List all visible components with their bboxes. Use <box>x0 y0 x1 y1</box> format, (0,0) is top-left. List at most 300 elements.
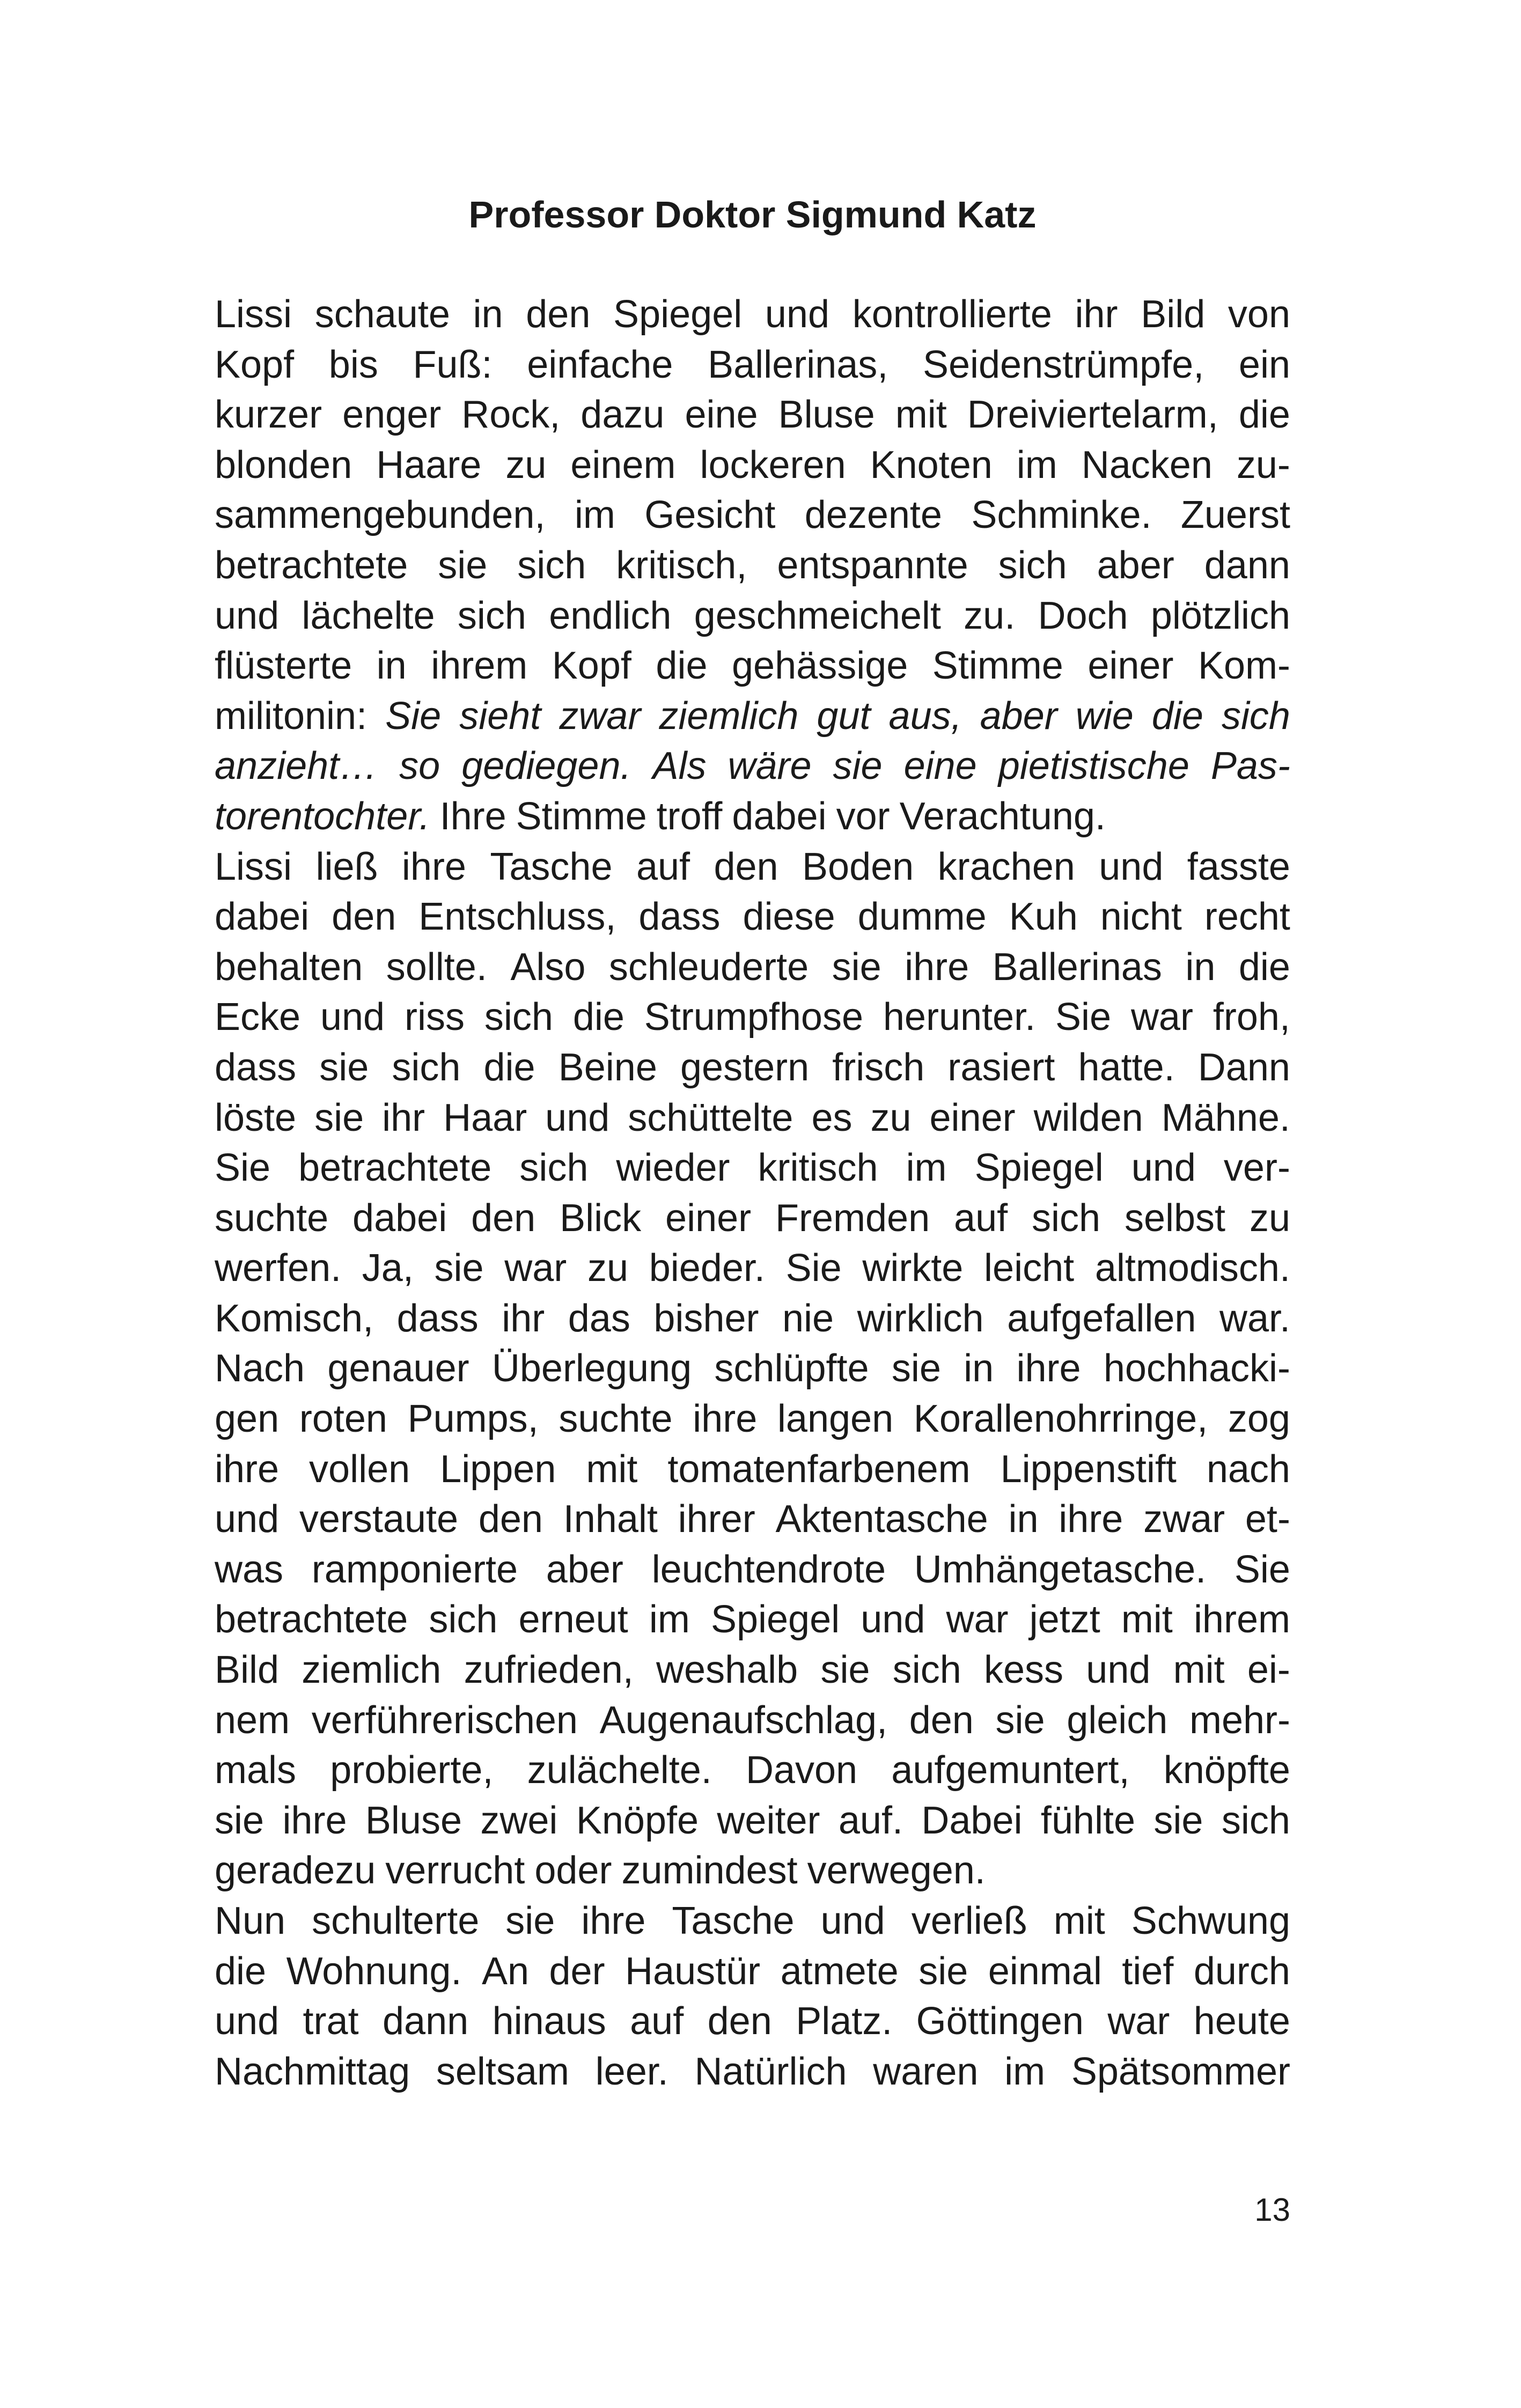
text-line <box>215 490 1290 541</box>
word: leuchtendrote <box>651 1548 886 1591</box>
word: im <box>574 494 615 537</box>
word: Ja, <box>362 1247 414 1290</box>
word: zwei <box>480 1799 558 1842</box>
word: sieht <box>459 694 541 738</box>
word: und <box>820 1899 885 1942</box>
word: Lippen <box>440 1447 556 1491</box>
text-line <box>215 1696 1290 1746</box>
word: war <box>504 1247 567 1290</box>
word: weiter <box>717 1799 820 1842</box>
word: aus, <box>888 694 962 738</box>
word: Kopf <box>215 343 295 386</box>
word: ihrem <box>1193 1598 1290 1641</box>
word: Ballerinas <box>992 945 1162 989</box>
word: mit <box>1121 1598 1173 1641</box>
word: ihre <box>282 1799 347 1842</box>
word: im <box>1004 2050 1046 2093</box>
word: gut <box>817 694 871 738</box>
word: Bluse <box>365 1799 462 1842</box>
word: war <box>1130 996 1193 1039</box>
word: Sie <box>785 1247 842 1290</box>
word: im <box>649 1598 690 1641</box>
word: mit <box>1053 1899 1105 1942</box>
word: und <box>215 2000 280 2043</box>
word: hochhacki- <box>1103 1347 1290 1390</box>
word: schulterte <box>312 1899 480 1942</box>
word: Ecke <box>215 996 301 1039</box>
word: betrachtete <box>298 1146 492 1190</box>
word: sammengebunden, <box>215 494 546 537</box>
word: ihrer <box>678 1498 755 1541</box>
word: et- <box>1245 1498 1290 1541</box>
word: recht <box>1204 895 1290 939</box>
word: dann <box>382 2000 469 2043</box>
word: ihre <box>215 1447 280 1491</box>
word: seltsam <box>436 2050 569 2093</box>
word: ihre <box>401 845 466 888</box>
word: Stimme <box>932 644 1063 688</box>
word: oder <box>534 1849 612 1892</box>
word: Überlegung <box>491 1347 692 1390</box>
word: leer. <box>595 2050 668 2093</box>
word: war <box>946 1598 1009 1641</box>
word: einer <box>665 1196 752 1240</box>
word: die <box>572 996 624 1039</box>
word: betrachtete <box>215 1598 408 1641</box>
word: eine <box>685 393 758 437</box>
word: sie <box>820 1648 870 1692</box>
word: Schwung <box>1131 1899 1290 1942</box>
text-line <box>215 2047 1290 2097</box>
word: Rock, <box>461 393 561 437</box>
word: ei- <box>1247 1648 1290 1692</box>
word: einem <box>570 443 676 487</box>
text-line <box>215 1896 1290 1947</box>
word: Komisch, <box>215 1297 374 1340</box>
word: und <box>215 1498 280 1541</box>
word: Knöpfe <box>576 1799 699 1842</box>
word: dezente <box>804 494 942 537</box>
word: bisher <box>653 1297 759 1340</box>
word: suchte <box>215 1196 329 1240</box>
word: schüttelte <box>628 1096 793 1139</box>
word: flüsterte <box>215 644 352 688</box>
text-line <box>215 1846 1290 1896</box>
body-text <box>215 290 1290 2097</box>
word: zog <box>1228 1397 1290 1441</box>
text-line <box>215 1947 1290 1997</box>
text-line <box>215 1043 1290 1093</box>
word: kritisch <box>758 1146 878 1190</box>
text-line <box>215 1997 1290 2047</box>
word: sich <box>392 1045 461 1089</box>
word: zwar <box>1143 1498 1225 1541</box>
word: zulächelte. <box>527 1749 712 1792</box>
word: aber <box>546 1548 623 1591</box>
word: waren <box>873 2050 979 2093</box>
word: Knoten <box>870 443 993 487</box>
word: roten <box>299 1397 387 1441</box>
word: zu- <box>1236 443 1290 487</box>
word: es <box>811 1096 853 1139</box>
word: Davon <box>745 1749 858 1792</box>
word: sich <box>892 1648 961 1692</box>
word: auf. <box>838 1799 903 1842</box>
word: durch <box>1193 1949 1290 1993</box>
word: pietistische <box>998 745 1189 788</box>
word: und <box>545 1096 610 1139</box>
word: wirkte <box>862 1247 964 1290</box>
text-line <box>215 340 1290 391</box>
word: war <box>1107 2000 1170 2043</box>
word: sich <box>1221 1799 1290 1842</box>
word: Lissi <box>215 845 292 888</box>
word: Nachmittag <box>215 2050 410 2093</box>
word: den <box>471 1196 536 1240</box>
word: und <box>1131 1146 1196 1190</box>
word: Schminke. <box>971 494 1152 537</box>
text-line <box>215 641 1290 691</box>
word: gen <box>215 1397 280 1441</box>
word: ein <box>1238 343 1290 386</box>
word: sie <box>215 1799 264 1842</box>
word: Haare <box>376 443 482 487</box>
word: sie <box>891 1347 941 1390</box>
word: erneut <box>518 1598 628 1641</box>
word: den <box>526 293 591 336</box>
word: die <box>483 1045 535 1089</box>
word: die <box>215 1949 267 1993</box>
word: An <box>481 1949 530 1993</box>
word: Nach <box>215 1347 305 1390</box>
word: vollen <box>309 1447 410 1491</box>
text-line <box>215 1796 1290 1846</box>
word: kess <box>984 1648 1064 1692</box>
word: froh, <box>1213 996 1290 1039</box>
word: Kom- <box>1197 644 1290 688</box>
word: einfache <box>527 343 673 386</box>
word: Stimme <box>516 794 647 838</box>
word: hinaus <box>492 2000 606 2043</box>
word: der <box>549 1949 605 1993</box>
word: trat <box>303 2000 359 2043</box>
word: löste <box>215 1096 297 1139</box>
word: entspannte <box>777 543 968 587</box>
word: die <box>656 644 708 688</box>
word: ziemlich <box>659 694 799 738</box>
text-line <box>215 290 1290 340</box>
word: Dabei <box>921 1799 1023 1842</box>
word: einmal <box>988 1949 1102 1993</box>
word: diese <box>743 895 835 939</box>
word: in <box>1008 1498 1039 1541</box>
word: ihre <box>693 1397 758 1441</box>
word: Zuerst <box>1180 494 1290 537</box>
word: dass <box>396 1297 479 1340</box>
word: Fremden <box>775 1196 930 1240</box>
word: Bild <box>215 1648 280 1692</box>
word: verstaute <box>299 1498 459 1541</box>
word: hatte. <box>1078 1045 1175 1089</box>
word: tomatenfarbenem <box>667 1447 971 1491</box>
word: und <box>765 293 830 336</box>
word: sich <box>998 543 1067 587</box>
word: Natürlich <box>694 2050 847 2093</box>
word: sollte. <box>386 945 487 989</box>
text-line <box>215 942 1290 993</box>
word: mehr- <box>1189 1698 1290 1742</box>
word: geschmeichelt <box>694 594 941 637</box>
word: weshalb <box>656 1648 798 1692</box>
word: ließ <box>315 845 378 888</box>
word: Spiegel <box>613 293 743 336</box>
word: Strumpfhose <box>644 996 863 1039</box>
text-line <box>215 1494 1290 1545</box>
word: leicht <box>984 1247 1075 1290</box>
text-line <box>215 1394 1290 1445</box>
text-line <box>215 591 1290 642</box>
word: sie <box>919 1949 968 1993</box>
word: zu <box>1249 1196 1290 1240</box>
word: Als <box>652 745 707 788</box>
word: militonin: <box>215 694 368 738</box>
text-line <box>215 1545 1290 1595</box>
word: Tasche <box>490 845 613 888</box>
word: Kopf <box>552 644 631 688</box>
word: herunter. <box>883 996 1036 1039</box>
word: krachen <box>937 845 1075 888</box>
word: gehässige <box>732 644 908 688</box>
word: wie <box>1075 694 1134 738</box>
word: den <box>909 1698 974 1742</box>
word: torentochter. <box>215 794 430 838</box>
word: verführerischen <box>311 1698 578 1742</box>
word: Sie <box>215 1146 271 1190</box>
word: wäre <box>728 745 812 788</box>
word: in <box>1185 945 1216 989</box>
word: wirklich <box>857 1297 984 1340</box>
word: verrucht <box>385 1849 525 1892</box>
word: war. <box>1219 1297 1290 1340</box>
word: bis <box>328 343 378 386</box>
word: Inhalt <box>563 1498 658 1541</box>
word: von <box>1228 293 1290 336</box>
word: ver- <box>1223 1146 1290 1190</box>
word: dumme <box>857 895 987 939</box>
word: werfen. <box>215 1247 342 1290</box>
text-line <box>215 1243 1290 1294</box>
word: blonden <box>215 443 352 487</box>
word: geradezu <box>215 1849 376 1892</box>
word: nach <box>1206 1447 1290 1491</box>
word: Bluse <box>778 393 875 437</box>
word: Sie <box>1055 996 1112 1039</box>
word: gestern <box>680 1045 810 1089</box>
word: den <box>714 845 778 888</box>
word: sie <box>1153 1799 1203 1842</box>
word: den <box>707 2000 772 2043</box>
word: zumindest <box>621 1849 798 1892</box>
word: sich <box>484 996 553 1039</box>
word: Blick <box>560 1196 642 1240</box>
word: ihre <box>1059 1498 1123 1541</box>
word: probierte, <box>330 1749 494 1792</box>
word: sie <box>319 1045 369 1089</box>
text-line <box>215 1194 1290 1244</box>
word: den <box>478 1498 543 1541</box>
word: fühlte <box>1040 1799 1136 1842</box>
word: Nun <box>215 1899 286 1942</box>
text-line <box>215 1294 1290 1344</box>
word: den <box>332 895 396 939</box>
word: aufgefallen <box>1007 1297 1196 1340</box>
word: riss <box>405 996 465 1039</box>
text-line <box>215 1143 1290 1194</box>
word: Nacken <box>1081 443 1213 487</box>
word: kurzer <box>215 393 322 437</box>
word: bieder. <box>649 1247 765 1290</box>
word: Dreiviertelarm, <box>967 393 1218 437</box>
text-line <box>215 1595 1290 1645</box>
page-number: 13 <box>1254 2192 1290 2228</box>
word: Ballerinas, <box>708 343 888 386</box>
word: knöpfte <box>1163 1749 1290 1792</box>
word: ramponierte <box>311 1548 518 1591</box>
word: ziemlich <box>302 1648 442 1692</box>
word: sie <box>995 1698 1045 1742</box>
word: schlüpfte <box>714 1347 869 1390</box>
word: Tasche <box>672 1899 795 1942</box>
word: ihr <box>382 1096 425 1139</box>
chapter-title: Professor Doktor Sigmund Katz <box>468 194 1037 235</box>
word: zu. <box>964 594 1016 637</box>
word: dann <box>1204 543 1290 587</box>
word: sich <box>519 1146 589 1190</box>
word: einer <box>929 1096 1016 1139</box>
word: ihre <box>905 945 969 989</box>
word: die <box>1238 393 1290 437</box>
word: frisch <box>832 1045 925 1089</box>
word: einer <box>1088 644 1174 688</box>
word: auf <box>636 845 690 888</box>
word: dazu <box>581 393 665 437</box>
word: Platz. <box>796 2000 893 2043</box>
word: mit <box>1173 1648 1225 1692</box>
word: sie <box>832 945 881 989</box>
word: nicht <box>1100 895 1182 939</box>
word: kontrollierte <box>852 293 1052 336</box>
word: Gesicht <box>644 494 776 537</box>
word: dass <box>215 1045 297 1089</box>
word: altmodisch. <box>1094 1247 1290 1290</box>
word: sich <box>1032 1196 1101 1240</box>
word: und <box>861 1598 925 1641</box>
word: enger <box>342 393 442 437</box>
word: zu <box>587 1247 629 1290</box>
text-line <box>215 1445 1290 1495</box>
text-line <box>215 390 1290 440</box>
word: sie <box>434 1247 484 1290</box>
word: kritisch, <box>616 543 747 587</box>
text-line <box>215 1093 1290 1144</box>
word: Ihre <box>439 794 506 838</box>
word: Beine <box>558 1045 657 1089</box>
word: sich <box>457 594 526 637</box>
word: Haustür <box>625 1949 761 1993</box>
word: und <box>215 594 280 637</box>
word: mals <box>215 1749 297 1792</box>
word: Lissi <box>215 293 292 336</box>
word: Seidenstrümpfe, <box>922 343 1204 386</box>
text-line <box>215 992 1290 1043</box>
word: und <box>1086 1648 1151 1692</box>
word: und <box>1099 845 1164 888</box>
word: Kuh <box>1009 895 1078 939</box>
word: gleich <box>1067 1698 1168 1742</box>
word: dabei <box>215 895 310 939</box>
word: in <box>964 1347 994 1390</box>
word: Also <box>510 945 586 989</box>
word: vor <box>836 794 890 838</box>
word: die <box>1151 694 1203 738</box>
word: Wohnung. <box>286 1949 462 1993</box>
text-line <box>215 1746 1290 1796</box>
word: Dann <box>1197 1045 1290 1089</box>
word: ihrem <box>431 644 528 688</box>
word: gediegen. <box>461 745 631 788</box>
word: aufgemuntert, <box>891 1749 1130 1792</box>
text-line <box>215 1645 1290 1696</box>
word: selbst <box>1124 1196 1226 1240</box>
word: nie <box>782 1297 834 1340</box>
word: heute <box>1193 2000 1290 2043</box>
word: Korallenohrringe, <box>913 1397 1208 1441</box>
word: auf <box>630 2000 684 2043</box>
word: zu <box>870 1096 912 1139</box>
word: atmete <box>780 1949 899 1993</box>
word: zwar <box>559 694 641 738</box>
word: aber <box>980 694 1057 738</box>
word: endlich <box>549 594 672 637</box>
word: dass <box>638 895 721 939</box>
word: sie <box>505 1899 555 1942</box>
word: Sie <box>1234 1548 1290 1591</box>
text-line <box>215 691 1290 742</box>
word: in <box>376 644 407 688</box>
word: anzieht… <box>215 745 378 788</box>
word: was <box>215 1548 284 1591</box>
word: sie <box>833 745 883 788</box>
word: Fuß: <box>413 343 493 386</box>
word: dabei <box>352 1196 447 1240</box>
word: ihr <box>502 1297 545 1340</box>
word: Pumps, <box>407 1397 539 1441</box>
word: Bild <box>1141 293 1206 336</box>
word: Boden <box>802 845 914 888</box>
word: so <box>399 745 440 788</box>
word: jetzt <box>1029 1598 1100 1641</box>
word: das <box>568 1297 630 1340</box>
word: sie <box>438 543 488 587</box>
text-line <box>215 842 1290 893</box>
word: genauer <box>327 1347 469 1390</box>
word: Augenaufschlag, <box>599 1698 888 1742</box>
word: auf <box>954 1196 1008 1240</box>
word: plötzlich <box>1150 594 1290 637</box>
word: mit <box>895 393 947 437</box>
word: ihr <box>1075 293 1118 336</box>
word: eine <box>903 745 977 788</box>
